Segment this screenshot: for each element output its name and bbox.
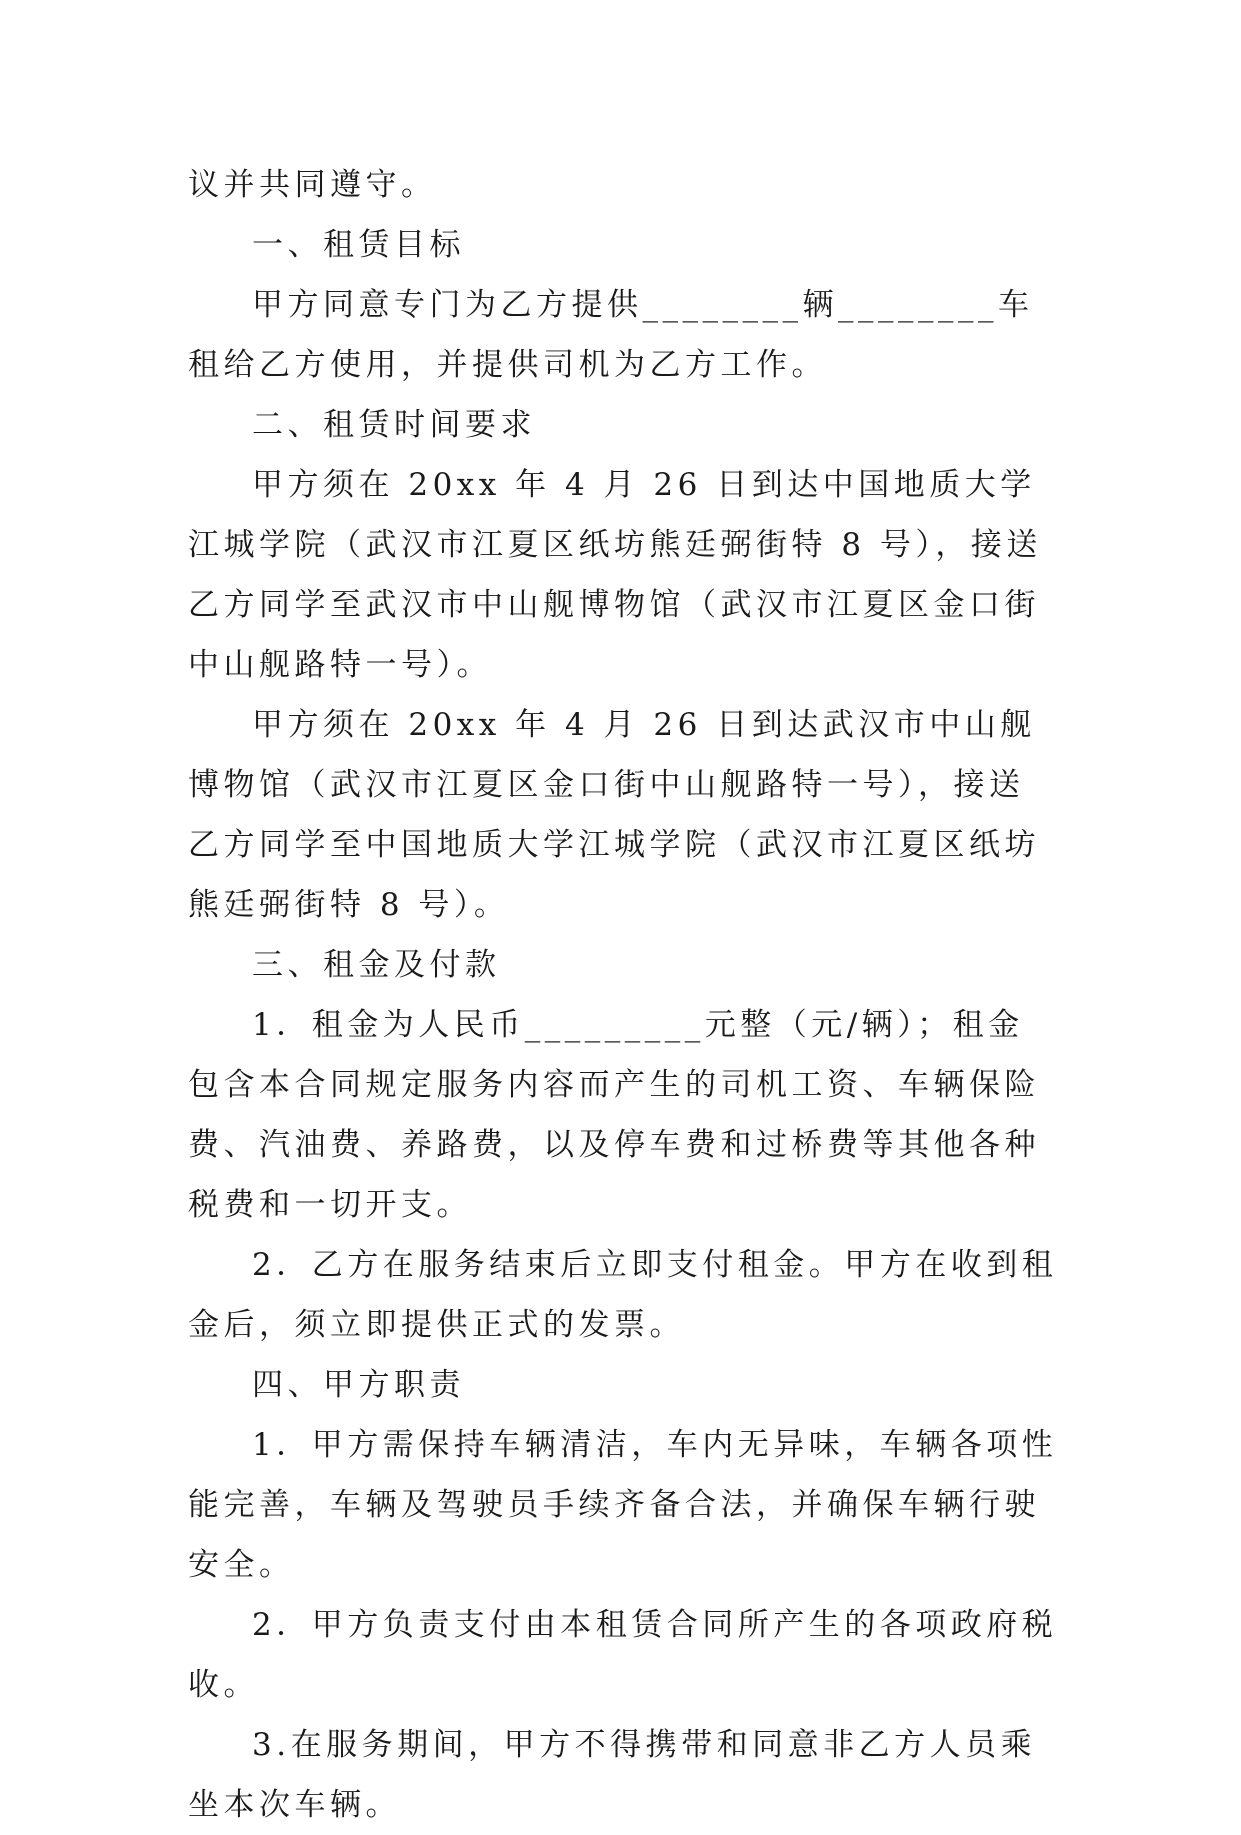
paragraph-return-trip: 甲方须在 20xx 年 4 月 26 日到达武汉市中山舰博物馆（武汉市江夏区金口街中山舰路特一号），接送乙方同学至中国地质大学江城学院（武汉市江夏区纸坊熊廷弼街特 8 号）。 bbox=[188, 707, 1040, 923]
section-heading-rental-target: 一、租赁目标 bbox=[252, 227, 465, 263]
paragraph-rental-target: 甲方同意专门为乙方提供________辆________车租给乙方使用，并提供司机为乙方工作。 bbox=[188, 287, 1034, 383]
paragraph-duty-2: 2．甲方负责支付由本租赁合同所产生的各项政府税收。 bbox=[188, 1607, 1058, 1703]
paragraph-duty-3: 3.在服务期间，甲方不得携带和同意非乙方人员乘坐本次车辆。 bbox=[188, 1727, 1037, 1823]
paragraph-continuation: 议并共同遵守。 bbox=[188, 167, 437, 203]
document-body bbox=[188, 155, 1058, 1835]
section-heading-rent-payment: 三、租金及付款 bbox=[252, 947, 501, 983]
section-heading-rental-time: 二、租赁时间要求 bbox=[252, 407, 536, 443]
section-heading-party-a-duties: 四、甲方职责 bbox=[252, 1367, 465, 1403]
paragraph-outbound-trip: 甲方须在 20xx 年 4 月 26 日到达中国地质大学江城学院（武汉市江夏区纸坊熊廷弼街特 8 号），接送乙方同学至武汉市中山舰博物馆（武汉市江夏区金口街中山舰路特一号）。 bbox=[188, 467, 1042, 683]
paragraph-payment-terms: 2．乙方在服务结束后立即支付租金。甲方在收到租金后，须立即提供正式的发票。 bbox=[188, 1247, 1058, 1343]
paragraph-duty-1: 1．甲方需保持车辆清洁，车内无异味，车辆各项性能完善，车辆及驾驶员手续齐备合法，并确保车辆行驶安全。 bbox=[188, 1427, 1058, 1583]
paragraph-rent-amount: 1．租金为人民币_________元整（元/辆）；租金包含本合同规定服务内容而产生的司机工资、车辆保险费、汽油费、养路费，以及停车费和过桥费等其他各种税费和一切开支。 bbox=[188, 1007, 1040, 1223]
